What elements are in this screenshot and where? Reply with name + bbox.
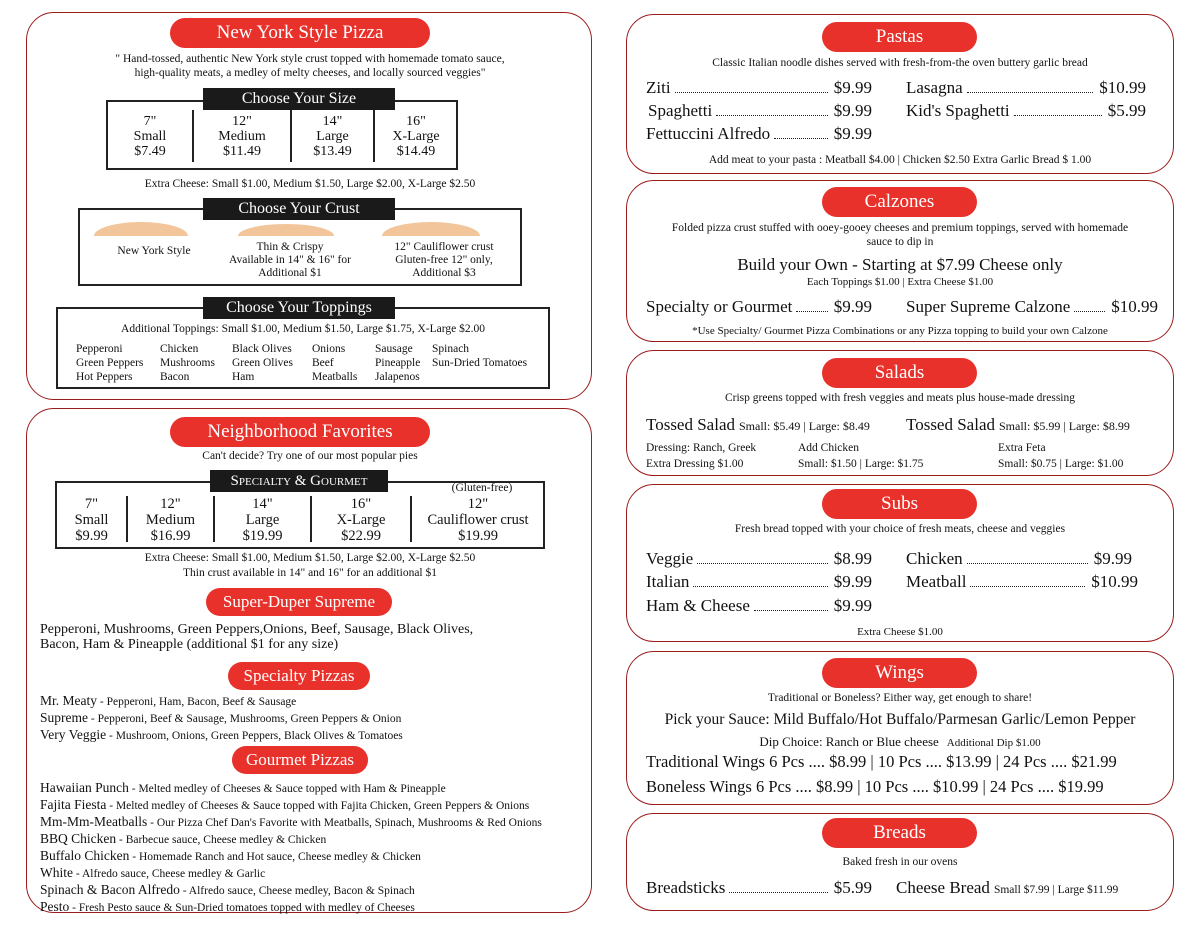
leader-dots — [716, 115, 828, 116]
topping-item[interactable]: Jalapenos — [375, 371, 420, 383]
leader-dots — [693, 586, 827, 587]
item-desc: - Melted medley of Cheeses & Sauce topped with Ham & Pineapple — [128, 783, 446, 795]
size-header: Choose Your Size — [203, 88, 395, 110]
calzones-title: Calzones — [822, 187, 977, 217]
item-prices: Small: $5.99 | Large: $8.99 — [999, 419, 1130, 433]
size-price: $22.99 — [341, 528, 381, 544]
supreme-desc-2: Bacon, Ham & Pineapple (additional $1 for any size) — [40, 637, 339, 652]
specialty-gourmet-header: Specialty & Gourmet — [210, 470, 388, 492]
gourmet-item[interactable] — [40, 831, 542, 848]
ny-extra-cheese: Extra Cheese: Small $1.00, Medium $1.50, Large $2.00, X-Large $2.50 — [144, 178, 476, 190]
item-price: $9.99 — [833, 572, 872, 591]
specialty-item[interactable] — [40, 693, 403, 710]
item-name: White — [40, 865, 73, 880]
topping-item[interactable]: Sausage — [375, 343, 413, 355]
sub-item-italian[interactable] — [646, 572, 872, 592]
item-desc: - Pepperoni, Ham, Bacon, Beef & Sausage — [97, 696, 297, 708]
crust-option-cauliflower[interactable] — [372, 241, 516, 280]
item-desc: - Melted medley of Cheeses & Sauce topped with Fajita Chicken, Green Peppers & Onions — [106, 800, 530, 812]
size-name: Cauliflower crust — [427, 512, 529, 528]
topping-item[interactable]: Pineapple — [375, 357, 421, 369]
item-price: $5.99 — [833, 878, 872, 897]
size-inch: 14" — [252, 496, 273, 512]
item-desc: - Alfredo sauce, Cheese medley, Bacon & Spinach — [179, 885, 415, 897]
size-name: Small — [74, 512, 109, 528]
topping-item[interactable]: Chicken — [160, 343, 199, 355]
sub-item-chicken[interactable] — [906, 549, 1132, 569]
pasta-item-lasagna[interactable] — [906, 78, 1146, 98]
calzone-item-specialty[interactable] — [646, 297, 872, 317]
topping-item[interactable]: Spinach — [432, 343, 470, 355]
gourmet-item[interactable] — [40, 882, 542, 899]
pasta-item-fettuccini[interactable] — [646, 124, 872, 144]
leader-dots — [970, 586, 1085, 587]
fav-size-medium[interactable] — [128, 496, 213, 544]
salads-desc: Crisp greens topped with fresh veggies and meats plus house-made dressing — [724, 392, 1076, 404]
crust-cauli-label: 12" Cauliflower crust — [394, 241, 494, 253]
crust-cauli-price: Additional $3 — [412, 267, 476, 279]
toppings-col-4 — [312, 342, 357, 384]
toppings-header: Choose Your Toppings — [203, 297, 395, 319]
size-price: $9.99 — [75, 528, 108, 544]
item-price: $9.99 — [833, 124, 872, 143]
item-price: $10.99 — [1111, 297, 1158, 316]
calzones-desc-2: sauce to dip in — [866, 236, 934, 248]
size-price: $13.49 — [313, 144, 352, 159]
item-price: $9.99 — [833, 78, 872, 97]
item-name: Hawaiian Punch — [40, 780, 129, 795]
size-inch: 12" — [160, 496, 181, 512]
topping-item[interactable]: Black Olives — [232, 343, 292, 355]
topping-item[interactable]: Beef — [312, 357, 334, 369]
item-name: Supreme — [40, 710, 88, 725]
gourmet-item[interactable] — [40, 848, 542, 865]
item-name: Chicken — [906, 549, 963, 568]
gourmet-list — [40, 780, 542, 916]
crust-cauli-note: Gluten-free 12" only, — [395, 254, 493, 266]
item-name: Very Veggie — [40, 727, 107, 742]
item-desc: - Alfredo sauce, Cheese medley & Garlic — [73, 868, 266, 880]
size-inch: 12" — [232, 114, 252, 129]
item-prices: Small $7.99 | Large $11.99 — [993, 884, 1119, 896]
leader-dots — [1074, 311, 1105, 312]
ny-pizza-title: New York Style Pizza — [170, 18, 430, 48]
crust-thin-label: Thin & Crispy — [256, 241, 324, 253]
topping-item[interactable]: Mushrooms — [160, 357, 215, 369]
fav-size-xlarge[interactable] — [312, 496, 410, 544]
salad-feta-prices: Small: $0.75 | Large: $1.00 — [998, 458, 1124, 470]
gourmet-item[interactable] — [40, 899, 542, 916]
sub-item-veggie[interactable] — [646, 549, 872, 569]
toppings-col-1 — [76, 342, 143, 384]
pastas-desc: Classic Italian noodle dishes served with fresh-from-the oven buttery garlic bread — [712, 57, 1088, 69]
item-name: Super Supreme Calzone — [906, 297, 1071, 316]
leader-dots — [796, 311, 827, 312]
bread-item-cheese-bread[interactable] — [896, 878, 1118, 898]
gourmet-item[interactable] — [40, 780, 542, 797]
crust-option-thin[interactable] — [226, 241, 354, 280]
item-name: Cheese Bread — [896, 878, 990, 897]
fav-size-cauliflower[interactable] — [412, 496, 544, 544]
pasta-item-kids-spaghetti[interactable] — [906, 101, 1146, 121]
wings-sauce[interactable]: Pick your Sauce: Mild Buffalo/Hot Buffalo/Parmesan Garlic/Lemon Pepper — [664, 711, 1136, 728]
topping-item[interactable]: Hot Peppers — [76, 371, 133, 383]
item-name: Mm-Mm-Meatballs — [40, 814, 148, 829]
item-desc: - Homemade Ranch and Hot sauce, Cheese medley & Chicken — [129, 851, 421, 863]
item-price: $5.99 — [1107, 101, 1146, 120]
crust-option-ny[interactable]: New York Style — [117, 245, 191, 257]
salad-extra-dressing[interactable]: Extra Dressing $1.00 — [646, 458, 744, 470]
size-name: X-Large — [336, 512, 386, 528]
topping-item[interactable]: Ham — [232, 371, 255, 383]
breads-title: Breads — [822, 818, 977, 848]
toppings-col-6 — [432, 342, 527, 370]
topping-item[interactable]: Green Peppers — [76, 357, 144, 369]
leader-dots — [967, 92, 1094, 93]
supreme-title: Super-Duper Supreme — [206, 588, 392, 616]
dip-extra: Additional Dip $1.00 — [946, 737, 1041, 749]
item-name: Buffalo Chicken — [40, 848, 130, 863]
calzone-build-sub: Each Toppings $1.00 | Extra Cheese $1.00 — [806, 276, 994, 288]
item-name: Italian — [646, 572, 690, 591]
topping-item[interactable]: Pepperoni — [76, 343, 123, 355]
item-name: Kid's Spaghetti — [906, 101, 1010, 120]
size-option-small[interactable] — [108, 114, 192, 159]
size-price: $19.99 — [242, 528, 283, 544]
item-name: Specialty or Gourmet — [646, 297, 793, 316]
topping-item[interactable]: Green Olives — [232, 357, 293, 369]
pastas-title: Pastas — [822, 22, 977, 52]
calzones-note: *Use Specialty/ Gourmet Pizza Combinations or any Pizza topping to build your own Calzone — [692, 325, 1108, 337]
item-name: Breadsticks — [646, 878, 726, 897]
item-name: Mr. Meaty — [40, 693, 97, 708]
item-name: Ziti — [646, 78, 671, 97]
salad-extra-feta[interactable]: Extra Feta — [998, 442, 1046, 454]
item-name: Tossed Salad — [906, 415, 995, 434]
crust-thin-price: Additional $1 — [258, 267, 322, 279]
salads-title: Salads — [822, 358, 977, 388]
dip-choice: Dip Choice: Ranch or Blue cheese — [759, 734, 939, 749]
specialty-item[interactable] — [40, 710, 403, 727]
size-name: X-Large — [392, 129, 440, 144]
size-price: $14.49 — [396, 144, 436, 159]
size-name: Small — [133, 129, 167, 144]
toppings-col-5 — [375, 342, 420, 384]
item-price: $9.99 — [833, 101, 872, 120]
size-name: Large — [245, 512, 280, 528]
calzone-item-super-supreme[interactable] — [906, 297, 1158, 317]
size-name: Large — [316, 129, 349, 144]
item-name: Fettuccini Alfredo — [646, 124, 771, 143]
size-inch: 7" — [143, 114, 157, 129]
topping-item[interactable]: Onions — [312, 343, 346, 355]
item-name: Ham & Cheese — [646, 596, 750, 615]
size-price: $11.49 — [223, 144, 261, 159]
specialty-title: Specialty Pizzas — [228, 662, 370, 690]
item-desc: - Our Pizza Chef Dan's Favorite with Meatballs, Spinach, Mushrooms & Red Onions — [147, 817, 542, 829]
item-desc: - Pepperoni, Beef & Sausage, Mushrooms, Green Peppers & Onion — [88, 713, 402, 725]
salad-chicken-prices: Small: $1.50 | Large: $1.75 — [798, 458, 924, 470]
item-price: $9.99 — [1093, 549, 1132, 568]
item-prices: Small: $5.49 | Large: $8.49 — [739, 419, 870, 433]
size-price: $16.99 — [150, 528, 191, 544]
salad-add-chicken[interactable]: Add Chicken — [798, 442, 860, 454]
leader-dots — [1014, 115, 1102, 116]
leader-dots — [967, 563, 1088, 564]
topping-item[interactable]: Bacon — [160, 371, 190, 383]
leader-dots — [754, 610, 828, 611]
wings-boneless[interactable]: Boneless Wings 6 Pcs .... $8.99 | 10 Pcs .... $10.99 | 24 Pcs .... $19.99 — [646, 777, 1104, 796]
gourmet-item[interactable] — [40, 797, 542, 814]
wings-dip[interactable] — [636, 733, 1164, 751]
gluten-free-note: (Gluten-free) — [451, 482, 513, 494]
leader-dots — [697, 563, 828, 564]
gourmet-item[interactable] — [40, 814, 542, 831]
topping-item[interactable]: Sun-Dried Tomatoes — [432, 357, 528, 369]
size-price: $7.49 — [134, 144, 166, 159]
wings-title: Wings — [822, 658, 977, 688]
leader-dots — [729, 892, 827, 893]
subs-title: Subs — [822, 489, 977, 519]
size-option-medium[interactable] — [194, 114, 290, 159]
size-inch: 14" — [322, 114, 343, 129]
item-desc: - Fresh Pesto sauce & Sun-Dried tomatoes topped with medley of Cheeses — [69, 902, 415, 914]
leader-dots — [675, 92, 828, 93]
sub-item-ham-cheese[interactable] — [646, 596, 872, 616]
size-inch: 16" — [406, 114, 426, 129]
item-name: Spinach & Bacon Alfredo — [40, 882, 180, 897]
crust-header: Choose Your Crust — [203, 198, 395, 220]
toppings-price: Additional Toppings: Small $1.00, Medium $1.50, Large $1.75, X-Large $2.00 — [121, 323, 485, 335]
size-inch: 12" — [467, 496, 489, 512]
breads-desc: Baked fresh in our ovens — [842, 856, 958, 868]
ny-desc-line1: " Hand-tossed, authentic New York style crust topped with homemade tomato sauce, — [115, 53, 505, 65]
subs-extra-cheese: Extra Cheese $1.00 — [857, 626, 943, 638]
favorites-subtitle: Can't decide? Try one of our most popular pies — [202, 450, 418, 462]
favorites-title: Neighborhood Favorites — [170, 417, 430, 447]
pastas-addon: Add meat to your pasta : Meatball $4.00 | Chicken $2.50 Extra Garlic Bread $ 1.00 — [708, 154, 1092, 166]
size-price: $19.99 — [458, 528, 498, 544]
specialty-list — [40, 693, 403, 744]
topping-item[interactable]: Meatballs — [312, 371, 358, 383]
salad-dressing: Dressing: Ranch, Greek — [646, 442, 757, 454]
item-price: $9.99 — [833, 297, 872, 316]
fav-size-small[interactable] — [57, 496, 126, 544]
item-desc: - Barbecue sauce, Cheese medley & Chicken — [116, 834, 327, 846]
item-price: $10.99 — [1091, 572, 1138, 591]
ny-desc-line2: high-quality meats, a medley of melty cheeses, and locally sourced veggies" — [134, 67, 486, 79]
favorites-thin-note: Thin crust available in 14" and 16" for an additional $1 — [182, 567, 438, 579]
item-price: $10.99 — [1099, 78, 1146, 97]
calzones-desc-1: Folded pizza crust stuffed with ooey-gooey cheeses and premium toppings, served with homemade — [671, 222, 1129, 234]
salad-tossed-2[interactable] — [906, 415, 1130, 435]
item-name: Tossed Salad — [646, 415, 735, 434]
size-name: Medium — [145, 512, 196, 528]
item-name: Veggie — [646, 549, 694, 568]
calzone-build-own[interactable]: Build your Own - Starting at $7.99 Cheese only — [737, 255, 1063, 274]
pasta-item-spaghetti[interactable] — [648, 101, 872, 121]
fav-size-large[interactable] — [215, 496, 310, 544]
size-name: Medium — [218, 129, 266, 144]
item-name: Lasagna — [906, 78, 963, 97]
toppings-col-2 — [160, 342, 215, 384]
specialty-item[interactable] — [40, 727, 403, 744]
wings-desc: Traditional or Boneless? Either way, get enough to share! — [767, 692, 1033, 704]
item-name: Fajita Fiesta — [40, 797, 107, 812]
size-inch: 16" — [350, 496, 372, 512]
item-name: Spaghetti — [648, 101, 713, 120]
item-price: $9.99 — [833, 596, 872, 615]
item-name: BBQ Chicken — [40, 831, 117, 846]
size-inch: 7" — [84, 496, 99, 512]
sub-item-meatball[interactable] — [906, 572, 1138, 592]
bread-item-breadsticks[interactable] — [646, 878, 872, 898]
subs-desc: Fresh bread topped with your choice of fresh meats, cheese and veggies — [734, 523, 1066, 535]
item-price: $8.99 — [833, 549, 872, 568]
size-option-large[interactable] — [292, 114, 373, 159]
item-desc: - Mushroom, Onions, Green Peppers, Black Olives & Tomatoes — [106, 730, 403, 742]
toppings-col-3 — [232, 342, 293, 384]
size-option-xlarge[interactable] — [375, 114, 457, 159]
gourmet-item[interactable] — [40, 865, 542, 882]
favorites-extra-cheese: Extra Cheese: Small $1.00, Medium $1.50, Large $2.00, X-Large $2.50 — [144, 552, 476, 564]
leader-dots — [774, 138, 828, 139]
salad-tossed-1[interactable] — [646, 415, 870, 435]
item-name: Meatball — [906, 572, 967, 591]
item-name: Pesto — [40, 899, 70, 914]
crust-thin-availability: Available in 14" & 16" for — [229, 254, 351, 266]
wings-traditional[interactable]: Traditional Wings 6 Pcs .... $8.99 | 10 Pcs .... $13.99 | 24 Pcs .... $21.99 — [646, 752, 1117, 771]
pasta-item-ziti[interactable] — [646, 78, 872, 98]
supreme-desc-1: Pepperoni, Mushrooms, Green Peppers,Onions, Beef, Sausage, Black Olives, — [40, 622, 474, 637]
gourmet-title: Gourmet Pizzas — [232, 746, 368, 774]
